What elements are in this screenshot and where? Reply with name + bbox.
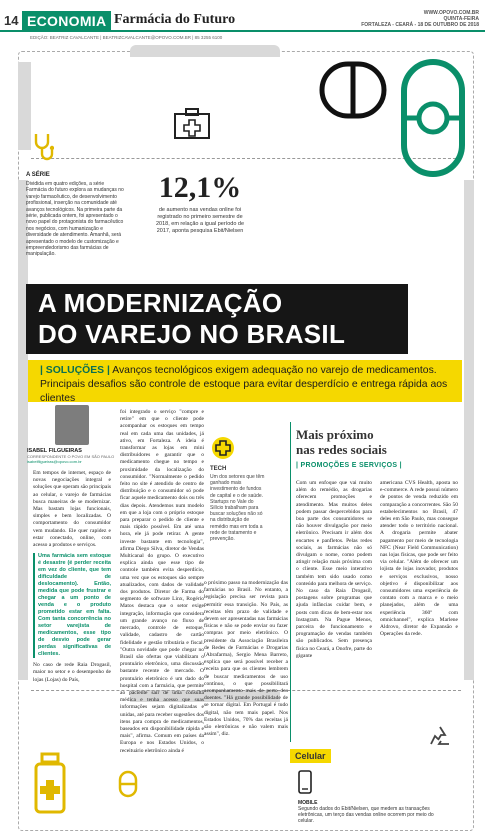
- flap-left-top: [18, 62, 31, 150]
- mobile-tag: Celular: [290, 749, 331, 763]
- deck-text: Avanços tecnológicos exigem adequação no varejo de medicamentos. Principais desafios são controle de estoque para evitar desperdício e entrega rápida aos clientes: [40, 365, 448, 404]
- phone-icon: [298, 770, 312, 799]
- series-box: [26, 172, 126, 268]
- stethoscope-icon: [32, 132, 54, 167]
- author-name: ISABEL FILGUEIRAS: [27, 448, 82, 454]
- deck: [40, 364, 450, 406]
- social-column-1: [296, 480, 372, 660]
- body-column-3: [204, 580, 288, 738]
- body-column-1: [33, 470, 111, 684]
- author-role: CORRESPONDENTE O POVO EM SÃO PAULO: [27, 454, 115, 459]
- stat-callout: [150, 172, 250, 235]
- dateline: [361, 10, 479, 28]
- fold-line: [31, 158, 461, 159]
- body-paragraph: foi integrado o serviço "compre e retire" em que o cliente pode acompanhar os estoques em tempo real em cada uma das unidades, já ativo, em Fortaleza. A ideia é transformar as lojas em mini distribuidores e garantir que o medicamento chegue no tempo e proximidade da localização do consumidor. "Normalmente o pedido feito no site é atendido de centro de distribuição e o consumidor só pode ficar aquele medicamento dois ou três dias depois. Atendemos num modelo em que a loja com o próprio estoque para preparar o pedido de cliente e mais rápido possível. Em até uma hora, ele já pode retirar. A gente investe bastante em tecnologia", afirma Diego Silva, diretor de Vendas Multicanal do grupo. O executivo explica ainda que esse tipo de controle também evita desperdício, uma vez que os estoques são sempre atualizados, com dados de validade dos produtos. Diretor de Farma do segmento de software Linx, Rogério Matos destaca que o setor exige integração, informação que considera um grande avanço no fluxo de mercado, controle de estoque, validade, cadastro de cartão fidelidade e gestão tributária e fiscal. "Outra novidade que pode chegar no Brasil são ofertas que viabilizam o prontuário eletrônico, uma discussão bastante recente de mercado. O prontuário eletrônico é um dado do hospital com a farmácia, que permite ao paciente sair de uma consulta médica e tenha acesso que suas informações sejam digitalizadas e unidas, até para receber sugestões dos itens para compra de medicamentos, baseados em disponibilidade rápida e mais", afirma. Comum em países da Europa e nos Estados Unidos, o receituário eletrônico ainda é: [120, 409, 204, 754]
- page-number: 14: [4, 13, 19, 28]
- section-label: ECONOMIA: [22, 11, 111, 31]
- deck-tag: | SOLUÇÕES |: [40, 365, 110, 376]
- body-column-2: [120, 409, 204, 755]
- flap-right: [464, 180, 474, 680]
- social-box-title: [296, 427, 387, 457]
- series-title: A SÉRIE: [26, 172, 50, 178]
- pill-icon: [118, 770, 138, 803]
- body-paragraph: o próximo passo na modernização das farmácias no Brasil. No entanto, a legislação precisa ser revista para permitir essa transição. No País, as receitas têm prazo de validade e devem ser apresentadas nas farmácias físicas e não se pode enviar ou fazer compras por meio eletrônico. O presidente da Associação Brasileira de Redes de Farmácias e Drogarias (Abrafarma), Sergio Mena Barreto, explica que será possível receber a receita para que os clientes lembrem de buscar medicamentos de uso contínuo, o que possibilitará acompanhamento mais de perto dos doentes. "Há grande possibilidade de se tornar digital. Em Portugal é tudo digital, não tem mais papel. Nos Estados Unidos, 70% das receitas já são eletrônicas e não valem mais assim", diz.: [204, 580, 288, 738]
- social-column-2: [380, 480, 458, 638]
- capsule-icon: [318, 60, 388, 125]
- body-paragraph: americana CVS Health, aposta no e-commerce. A rede possui número de pontos de venda reduzido em comparação a concorrentes. São 50 estabelecimentos no Brasil, 47 deles em São Paulo, mas consegue atender todo o território nacional. A drogaria permite abater pagamento por meio de tecnologia NFC (Near Field Communication) nas lojas físicas, que pode ser feito via celular. "Além de oferecer um lojista de lojas inovador, produtos e serviços exclusivos, nosso objetivo é disponibilizar aos consumidores uma experiência de contato com a marca e o meio planejados, além de uma experiência 360º com omnichannel", explica Marlene Aldrovo, diretor de Expansão e Operações da rede.: [380, 480, 458, 638]
- flap-top: [130, 45, 280, 57]
- headline-line-2: DO VAREJO NO BRASIL: [38, 319, 346, 349]
- body-paragraph: No caso de rede Raia Drogasil, maior no setor e o desempenho de lojas (Lojas) do País,: [33, 662, 111, 683]
- mobile-label: MOBILE: [298, 800, 318, 806]
- social-box-subtitle: | PROMOÇÕES E SERVIÇOS |: [296, 462, 402, 469]
- medkit-icon: [173, 108, 211, 145]
- edition-credit: EDIÇÃO: BEATRIZ CAVALCANTE | BEATRIZCAVALCANTE@OPOVO.COM.BR | 85 3255 6100: [30, 35, 223, 40]
- cross-badge-icon: [212, 437, 234, 459]
- header-rule: [0, 30, 485, 32]
- headline-line-1: A MODERNIZAÇÃO: [38, 288, 283, 318]
- weekday: QUINTA-FEIRA: [443, 16, 479, 22]
- recycle-icon: [426, 724, 454, 755]
- headline: [38, 288, 345, 350]
- pill-blister-icon: [398, 58, 468, 183]
- author-email[interactable]: isabelfilgueiras@opovo.com.br: [27, 459, 82, 464]
- stat-caption: de aumento nas vendas online foi registrado no primeiro semestre de 2018, em relação a igual período de 2017, aponta pesquisa Ebit/Nielsen: [155, 207, 245, 234]
- social-title-line-1: Mais próximo: [296, 427, 374, 442]
- author-photo: [55, 405, 89, 445]
- tech-box: [210, 466, 268, 542]
- social-title-line-2: nas redes sociais: [296, 442, 387, 457]
- site-url: WWW.OPOVO.COM.BR: [423, 10, 479, 16]
- stat-value: 12,1%: [158, 171, 242, 204]
- section-title: Farmácia do Futuro: [114, 12, 236, 27]
- date: FORTALEZA - CEARÁ - 18 DE OUTUBRO DE 2018: [361, 22, 479, 28]
- body-paragraph: Em tempos de internet, espaço de novas negociações integral e soluções que operam são principais ao celular, o varejo de farmácias busca maneiras de se modernizar. Mas bastam lojas funcionais, simples e bem localizadas. O comportamento do consumidor vem mudando. Ele quer rapidez e estar conectado, online, com acesso a produtos e serviços.: [33, 470, 111, 549]
- body-paragraph: Com um enfoque que vai muito além do remédio, as drogarias oferecem promoções e atendimento. Mas muitos deles podem passar despercebidos para boa parte dos consumidores se não houver divulgação por meio eletrônico. Precisam ir além dos encartes e panfletos. Pelas redes sociais, as farmácias não só divulgam o nome, como podem atingir relação mais próxima com o cliente. Esse meio interativo também tem sido usado como conteúdo para melhora de serviço. No caso da Raia Drogasil, postagens sobre programas que ajuda infâncias cuidar bem, e posts com dicas de bem-estar nos Instagram. Na Pague Menos, parceira de funcionamento e programação de vendas também são publicados. Sem presença física no Ceará, a Onofre, parte do gigante: [296, 480, 372, 659]
- mobile-text: Segundo dados do Ebit/Nielsen, que medem as transações eletrônicas, um terço das vendas online ocorrem por meio do celular.: [298, 806, 434, 824]
- pull-quote: Uma farmácia sem estoque é desastre (é perder receita em vez do cliente, que tem dificuldade de deslocamento). Então, medida que pode frustrar e chegar a um ponto de venda e o produto prometido estar em falta. Com tanta concorrência no setor varejista de medicamentos, esse tipo de desvio pode gerar perdas significativas de clientes.: [33, 553, 111, 658]
- author-block: [27, 405, 114, 464]
- tech-heading: TECH: [210, 466, 227, 472]
- tech-text: Um dos setores que têm ganhado mais investimento de fundos de capital e o de saúde. Startups no Vale do Silício trabalham para buscar soluções não só na distribuição de remédio mas em toda a rede de tratamento e prevenção.: [210, 474, 265, 543]
- box-divider: [290, 422, 291, 742]
- series-text: Dividida em quatro edições, a série Farmácia do futuro explora as mudanças no varejo farmacêutico, de desenvolvimento profissional, inserção na comunidade até avanços tecnológicos. Na primeira parte da série, publicada ontem, foi apresentado o novo papel do protagonista do farmacêutico nos negócios, com humanização e diversidade de atendimento. Amanhã, será apresentado o modelo de customização e empreendedorismo das farmácias de manipulação.: [26, 181, 124, 258]
- medicine-bottle-icon: [32, 752, 68, 821]
